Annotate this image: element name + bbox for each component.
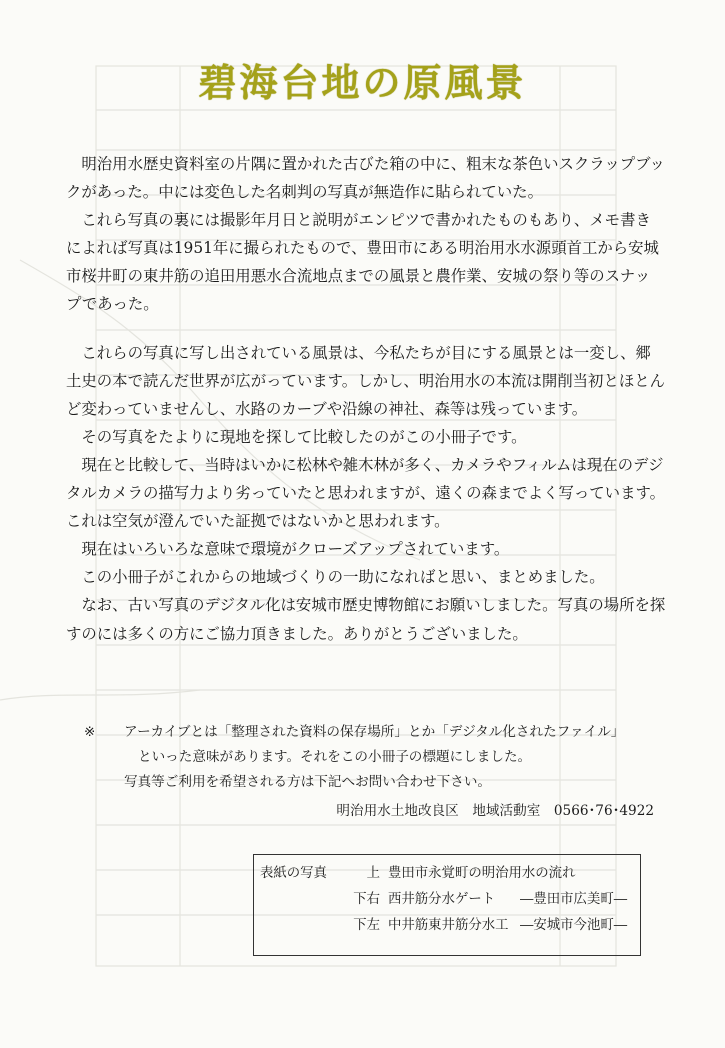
caption-position: 下左 [353,918,380,933]
caption-place: ―安城市今池町― [520,918,628,933]
intro-text [66,150,666,648]
caption-row [260,861,640,887]
note-line: 写真等ご利用を希望される方は下記へお問い合わせ下さい。 [124,774,492,790]
footnote [84,720,654,824]
paragraph: 現在はいろいろな意味で環境がクローズアップされています。 [81,540,510,559]
caption-position: 上 [366,866,380,881]
paragraph: これらの写真に写し出されている風景は、今私たちが目にする風景とは一変し、郷土史の本で読んだ世界が広がっています。しかし、明治用水の本流は開削当初とほとんど変わっていませんし、水路のカーブや沿線の神社、森等は残っています。 [66,343,666,418]
caption-description: 西井筋分水ゲート [388,892,496,907]
note-mark: ※ [84,724,96,740]
cover-photo-captions [253,854,641,956]
note-line: といった意味があります。それをこの小冊子の標題にしました。 [138,749,532,765]
paragraph: その写真をたよりに現地を探して比較したのがこの小冊子です。 [81,427,527,446]
caption-description: 豊田市永覚町の明治用水の流れ [388,866,576,881]
paragraph: この小冊子がこれからの地域づくりの一助になればと思い、まとめました。 [81,568,605,587]
paragraph: なお、古い写真のデジタル化は安城市歴史博物館にお願いしました。写真の場所を探すのには多くの方にご協力頂きました。ありがとうございました。 [66,596,666,643]
note-line: アーカイブとは「整理された資料の保存場所」とか「デジタル化されたファイル」 [124,724,625,740]
paragraph-gap [66,319,666,339]
paragraph: 現在と比較して、当時はいかに松林や雑木林が多く、カメラやフィルムは現在のデジタルカメラの描写力より劣っていたと思われますが、遠くの森までよく写っています。これは空気が澄んでいた証拠ではないかと思われます。 [66,455,666,531]
caption-place: ―豊田市広美町― [520,892,628,907]
caption-row [260,913,640,939]
caption-description: 中井筋東井筋分水工 [388,918,509,933]
contact-info: 明治用水土地改良区 地域活動室 0566･76･4922 [336,803,654,819]
caption-row [260,887,640,913]
page-title: 碧海台地の原風景 [198,61,527,105]
paragraph: 明治用水歴史資料室の片隅に置かれた古びた箱の中に、粗末な茶色いスクラップブックがあった。中には変色した名刺判の写真が無造作に貼られていた。 [66,155,665,202]
caption-position: 下右 [353,892,380,907]
paragraph: これら写真の裏には撮影年月日と説明がエンピツで書かれたものもあり、メモ書きによれば写真は1951年に撮られたもので、豊田市にある明治用水水源頭首工から安城市桜井町の東井筋の追田用悪水合流地点までの風景と農作業、安城の祭り等のスナップであった。 [66,211,659,314]
caption-heading: 表紙の写真 [260,866,327,881]
